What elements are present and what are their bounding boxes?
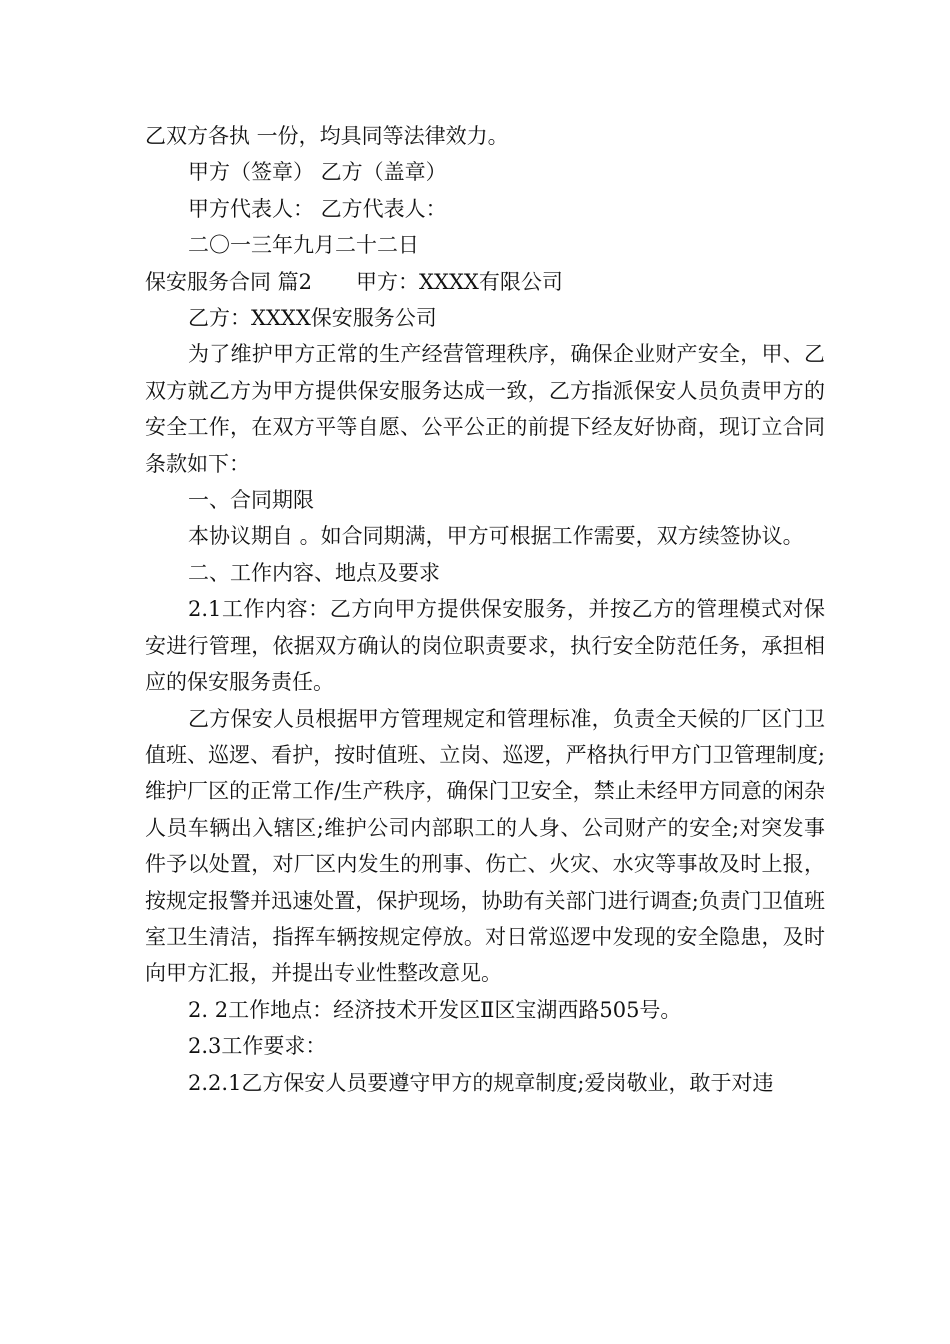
section-heading-term: 一、合同期限 — [188, 488, 314, 513]
paragraph-guard-duties: 乙方保安人员根据甲方管理规定和管理标准，负责全天候的厂区门卫值班、巡逻、看护，按时值班、立岗、巡逻，严格执行甲方门卫管理制度;维护厂区的正常工作/生产秩序，确保门卫安全，禁止未经甲方同意的闲杂人员车辆出入辖区;维护公司内部职工的人身、公司财产的安全;对突发事件予以处置，对厂区内发生的刑事、伤亡、火灾、水灾等事故及时上报，按规定报警并迅速处置，保护现场，协助有关部门进行调查;负责门卫值班室卫生清洁，指挥车辆按规定停放。对日常巡逻中发现的安全隐患，及时向甲方汇报，并提出专业性整改意见。 — [145, 706, 825, 986]
paragraph-preamble: 为了维护甲方正常的生产经营管理秩序，确保企业财产安全，甲、乙双方就乙方为甲方提供保安服务达成一致，乙方指派保安人员负责甲方的安全工作，在双方平等自愿、公平公正的前提下经友好协商，现订立合同条款如下： — [145, 342, 825, 476]
contract-heading — [145, 264, 825, 300]
paragraph-date: 二〇一三年九月二十二日 — [188, 233, 419, 258]
document-body — [145, 118, 825, 1101]
section-heading-work: 二、工作内容、地点及要求 — [188, 560, 440, 585]
paragraph-representative-line: 甲方代表人： 乙方代表人： — [188, 196, 447, 221]
paragraph-work-location: 2. 2工作地点：经济技术开发区Ⅱ区宝湖西路505号。 — [188, 997, 682, 1022]
paragraph-seal-line: 甲方（签章） 乙方（盖章） — [188, 160, 447, 185]
contract-title: 保安服务合同 篇2 — [145, 269, 313, 294]
paragraph-work-requirements: 2.3工作要求： — [188, 1034, 327, 1059]
party-b-name: 乙方：XXXX保安服务公司 — [188, 306, 437, 331]
party-a-name: 甲方：XXXX有限公司 — [356, 269, 563, 294]
paragraph-copies-clause: 乙双方各执 一份，均具同等法律效力。 — [145, 124, 509, 148]
paragraph-work-content: 2.1工作内容：乙方向甲方提供保安服务，并按乙方的管理模式对保安进行管理，依据双方确认的岗位职责要求，执行安全防范任务，承担相应的保安服务责任。 — [145, 597, 825, 695]
paragraph-requirement-2-2-1: 2.2.1乙方保安人员要遵守甲方的规章制度;爱岗敬业，敢于对违 — [188, 1070, 774, 1095]
paragraph-term: 本协议期自 。如合同期满，甲方可根据工作需要，双方续签协议。 — [188, 524, 804, 549]
